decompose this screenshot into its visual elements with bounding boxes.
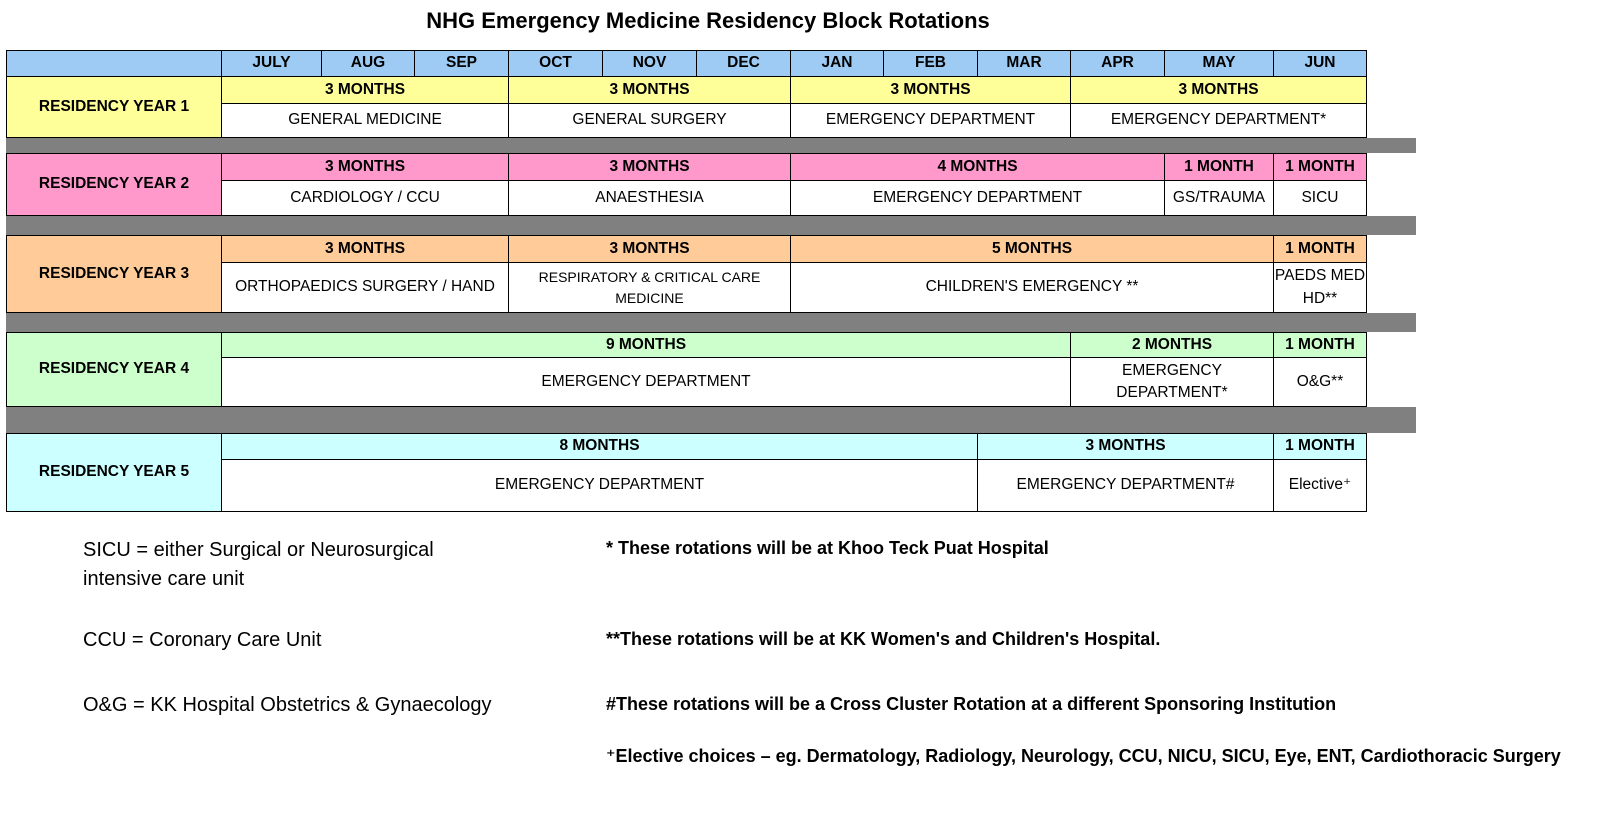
rotation-cell: PAEDS MED HD** [1274,263,1367,313]
rotation-cell: CARDIOLOGY / CCU [222,181,509,216]
duration-cell: 3 MONTHS [222,235,509,263]
duration-cell: 3 MONTHS [791,77,1071,104]
month-header-cell: MAR [978,50,1071,77]
year-label-cell: RESIDENCY YEAR 2 [6,153,222,216]
duration-cell: 3 MONTHS [509,77,791,104]
month-header-cell: JULY [222,50,322,77]
residency-year-3-row [6,235,1416,313]
rotation-cell: Elective⁺ [1274,460,1367,512]
row-separator [6,313,1416,332]
duration-cell: 4 MONTHS [791,153,1165,181]
month-header-cell: JUN [1274,50,1367,77]
month-header-cell: OCT [509,50,603,77]
rotation-cell: GENERAL MEDICINE [222,104,509,138]
legend-ccu: CCU = Coronary Care Unit [83,629,322,651]
rotation-cell: O&G** [1274,358,1367,407]
rotation-cell: GENERAL SURGERY [509,104,791,138]
rotation-cell: EMERGENCY DEPARTMENT [791,181,1165,216]
year-label-cell: RESIDENCY YEAR 3 [6,235,222,313]
month-header-cell: JAN [791,50,884,77]
duration-cell: 9 MONTHS [222,332,1071,358]
residency-year-1-row [6,77,1416,138]
month-header-cell: FEB [884,50,978,77]
month-header-cell: AUG [322,50,415,77]
row-separator [6,138,1416,153]
rotation-table [6,50,1416,512]
legend-sicu: SICU = either Surgical or Neurosurgical intensive care unit [83,539,434,590]
footnote-cross-cluster: #These rotations will be a Cross Cluster Rotation at a different Sponsoring Institution [606,694,1337,714]
month-header-cell: APR [1071,50,1165,77]
duration-cell: 2 MONTHS [1071,332,1274,358]
rotation-cell: ANAESTHESIA [509,181,791,216]
year-label-cell: RESIDENCY YEAR 4 [6,332,222,407]
year-label-cell: RESIDENCY YEAR 1 [6,77,222,138]
year-label-cell: RESIDENCY YEAR 5 [6,433,222,512]
duration-cell: 3 MONTHS [509,153,791,181]
rotation-cell: EMERGENCY DEPARTMENT [222,460,978,512]
duration-cell: 5 MONTHS [791,235,1274,263]
rotation-cell: EMERGENCY DEPARTMENT [222,358,1071,407]
rotation-cell: SICU [1274,181,1367,216]
month-header-cell: SEP [415,50,509,77]
month-header-cell: MAY [1165,50,1274,77]
duration-cell: 3 MONTHS [978,433,1274,460]
month-header-cell: NOV [603,50,697,77]
month-header-row [6,50,1416,77]
header-corner-cell [6,50,222,77]
rotation-cell: EMERGENCY DEPARTMENT# [978,460,1274,512]
rotation-cell: GS/TRAUMA [1165,181,1274,216]
footnote-ktph: * These rotations will be at Khoo Teck Puat Hospital [606,538,1049,558]
row-separator [6,216,1416,235]
footnote-kkh: **These rotations will be at KK Women's and Children's Hospital. [606,629,1161,649]
page-title: NHG Emergency Medicine Residency Block Rotations [426,8,990,33]
footnote-elective: ⁺Elective choices – eg. Dermatology, Radiology, Neurology, CCU, NICU, SICU, Eye, ENT, Cardiothoracic Surgery [606,746,1561,766]
rotation-cell: RESPIRATORY & CRITICAL CARE MEDICINE [509,263,791,313]
duration-cell: 8 MONTHS [222,433,978,460]
rotation-cell: ORTHOPAEDICS SURGERY / HAND [222,263,509,313]
residency-year-5-row [6,433,1416,512]
duration-cell: 3 MONTHS [222,77,509,104]
legend-og: O&G = KK Hospital Obstetrics & Gynaecology [83,694,492,716]
month-header-cell: DEC [697,50,791,77]
residency-year-2-row [6,153,1416,216]
duration-cell: 1 MONTH [1165,153,1274,181]
rotation-cell: EMERGENCY DEPARTMENT* [1071,358,1274,407]
row-separator [6,407,1416,433]
duration-cell: 1 MONTH [1274,235,1367,263]
rotation-cell: EMERGENCY DEPARTMENT* [1071,104,1367,138]
duration-cell: 3 MONTHS [509,235,791,263]
residency-year-4-row [6,332,1416,407]
duration-cell: 1 MONTH [1274,433,1367,460]
rotation-cell: CHILDREN'S EMERGENCY ** [791,263,1274,313]
duration-cell: 3 MONTHS [222,153,509,181]
rotation-cell: EMERGENCY DEPARTMENT [791,104,1071,138]
duration-cell: 1 MONTH [1274,153,1367,181]
duration-cell: 3 MONTHS [1071,77,1367,104]
duration-cell: 1 MONTH [1274,332,1367,358]
